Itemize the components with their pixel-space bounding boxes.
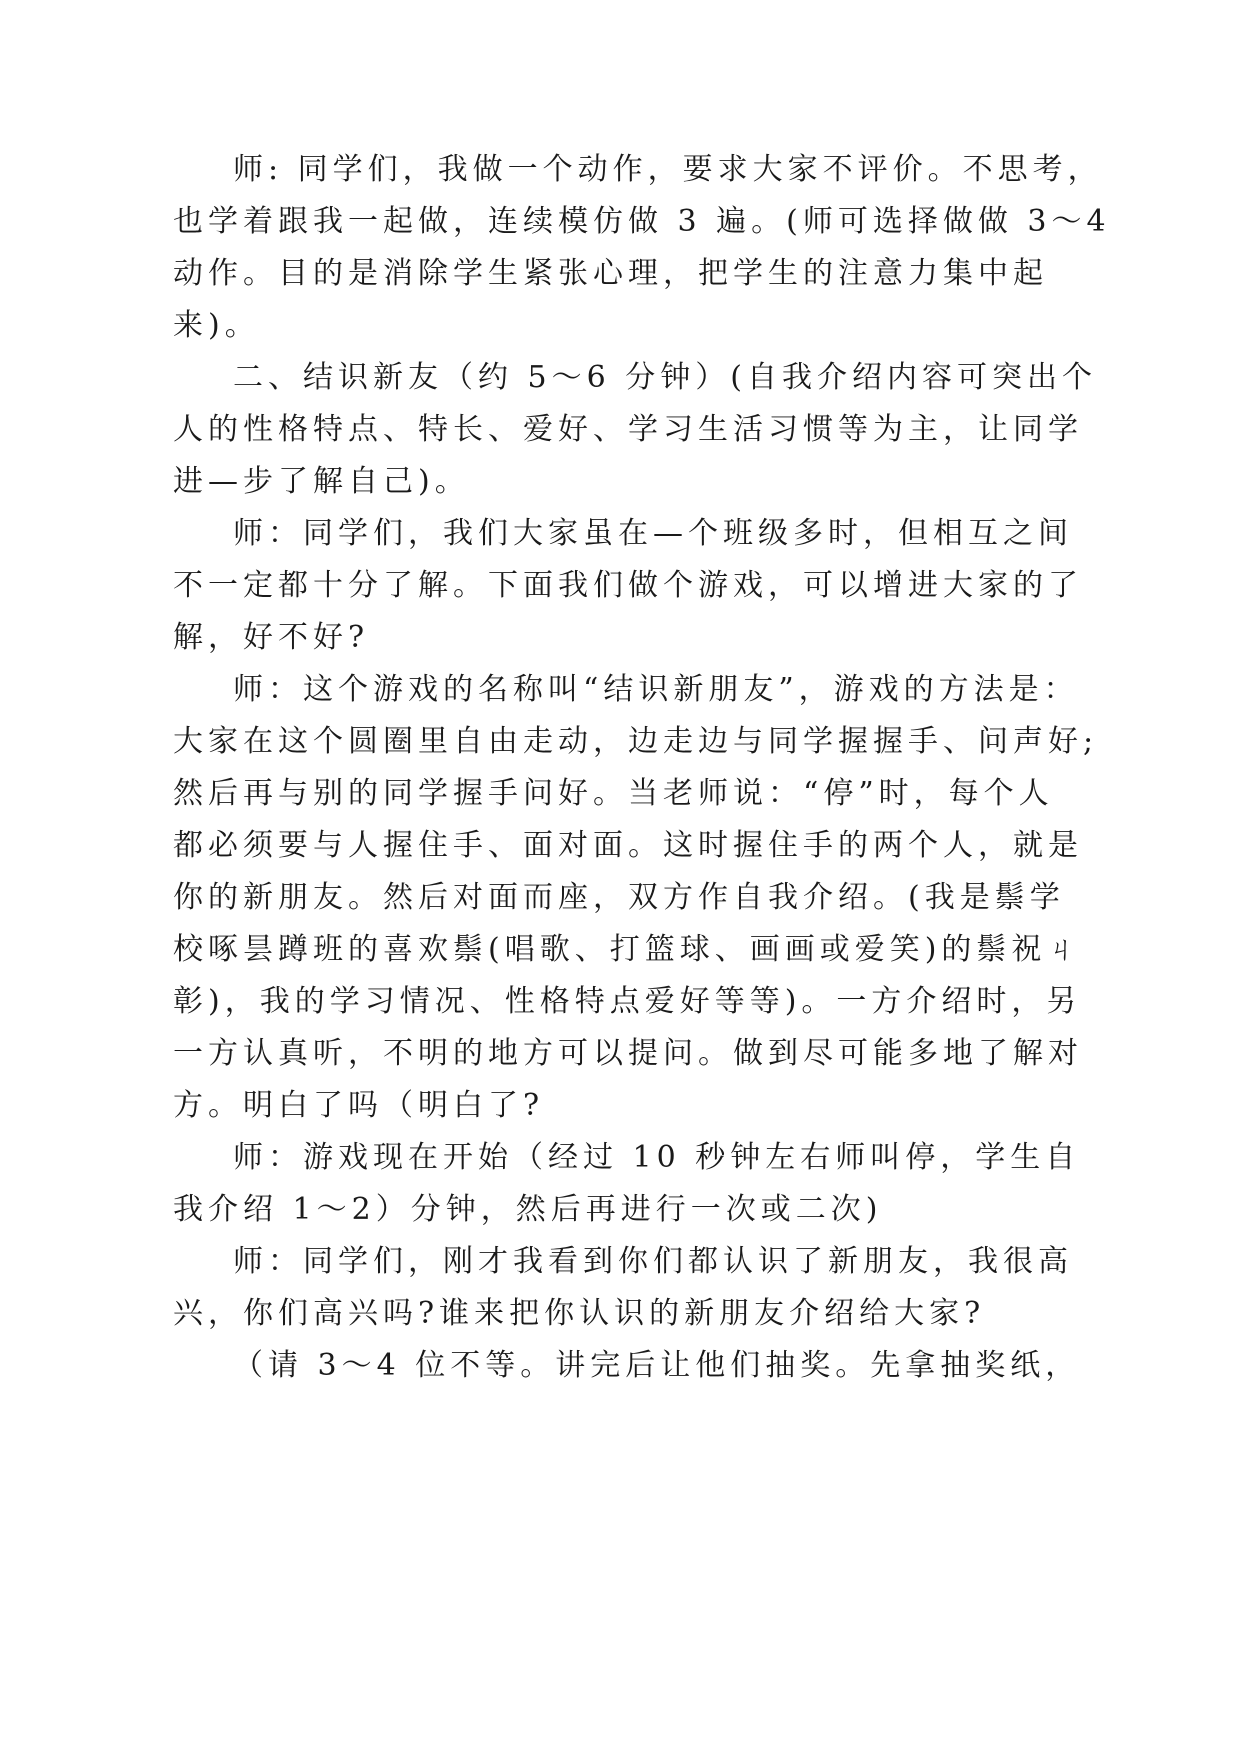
line-text: 也学着跟我一起做，连续模仿做 3 遍。(师可选择做做 3～4 (173, 204, 1111, 239)
text-line (0, 1242, 1241, 1282)
line-text: 进—步了解自己)。 (173, 464, 470, 499)
text-line (0, 618, 1241, 658)
line-text: 一方认真听，不明的地方可以提问。做到尽可能多地了解对 (173, 1036, 1083, 1071)
text-line (0, 1346, 1241, 1386)
line-text: 我介绍 1～2）分钟，然后再进行一次或二次) (173, 1192, 883, 1227)
line-text: 大家在这个圆圈里自由走动，边走边与同学握握手、问声好; (173, 724, 1099, 759)
line-text: 师：这个游戏的名称叫“结识新朋友”，游戏的方法是： (233, 672, 1079, 707)
text-line (0, 358, 1241, 398)
line-text: 不一定都十分了解。下面我们做个游戏，可以增进大家的了 (173, 568, 1083, 603)
text-line (0, 982, 1241, 1022)
text-line (0, 254, 1241, 294)
text-line (0, 930, 1241, 970)
line-text: 师：同学们，刚才我看到你们都认识了新朋友，我很高 (233, 1244, 1073, 1279)
line-text: 人的性格特点、特长、爱好、学习生活习惯等为主，让同学 (173, 412, 1083, 447)
text-line (0, 306, 1241, 346)
line-text: 动作。目的是消除学生紧张心理，把学生的注意力集中起 (173, 256, 1048, 291)
text-line (0, 566, 1241, 606)
line-text: 彰)，我的学习情况、性格特点爱好等等)。一方介绍时，另 (173, 984, 1082, 1019)
line-text: 师: 同学们，我做一个动作，要求大家不评价。不思考， (233, 152, 1103, 187)
line-text: 解，好不好? (173, 620, 370, 655)
text-line (0, 1294, 1241, 1334)
line-text: 师：同学们，我们大家虽在—个班级多时，但相互之间 (233, 516, 1073, 551)
line-text: 二、结识新友（约 5～6 分钟）(自我介绍内容可突出个 (233, 360, 1097, 395)
text-line (0, 670, 1241, 710)
text-line (0, 150, 1241, 190)
line-text: 都必须要与人握住手、面对面。这时握住手的两个人，就是 (173, 828, 1083, 863)
text-line (0, 202, 1241, 242)
line-text: （请 3～4 位不等。讲完后让他们抽奖。先拿抽奖纸， (233, 1348, 1081, 1383)
text-line (0, 462, 1241, 502)
text-line (0, 1190, 1241, 1230)
text-line (0, 1138, 1241, 1178)
text-line (0, 722, 1241, 762)
text-line (0, 878, 1241, 918)
text-line (0, 774, 1241, 814)
text-line (0, 514, 1241, 554)
line-text: 方。明白了吗（明白了? (173, 1088, 545, 1123)
text-line (0, 826, 1241, 866)
line-text: 校啄昙蹲班的喜欢鬃(唱歌、打篮球、画画或爱笑)的鬃祝ㄐ (173, 932, 1082, 967)
line-text: 然后再与别的同学握手问好。当老师说：“停”时，每个人 (173, 776, 1054, 811)
text-line (0, 410, 1241, 450)
line-text: 师：游戏现在开始（经过 10 秒钟左右师叫停，学生自 (233, 1140, 1081, 1175)
line-text: 兴，你们高兴吗?谁来把你认识的新朋友介绍给大家? (173, 1296, 986, 1331)
text-line (0, 1034, 1241, 1074)
line-text: 来)。 (173, 308, 260, 343)
text-line (0, 1086, 1241, 1126)
line-text: 你的新朋友。然后对面而座，双方作自我介绍。(我是鬃学 (173, 880, 1065, 915)
